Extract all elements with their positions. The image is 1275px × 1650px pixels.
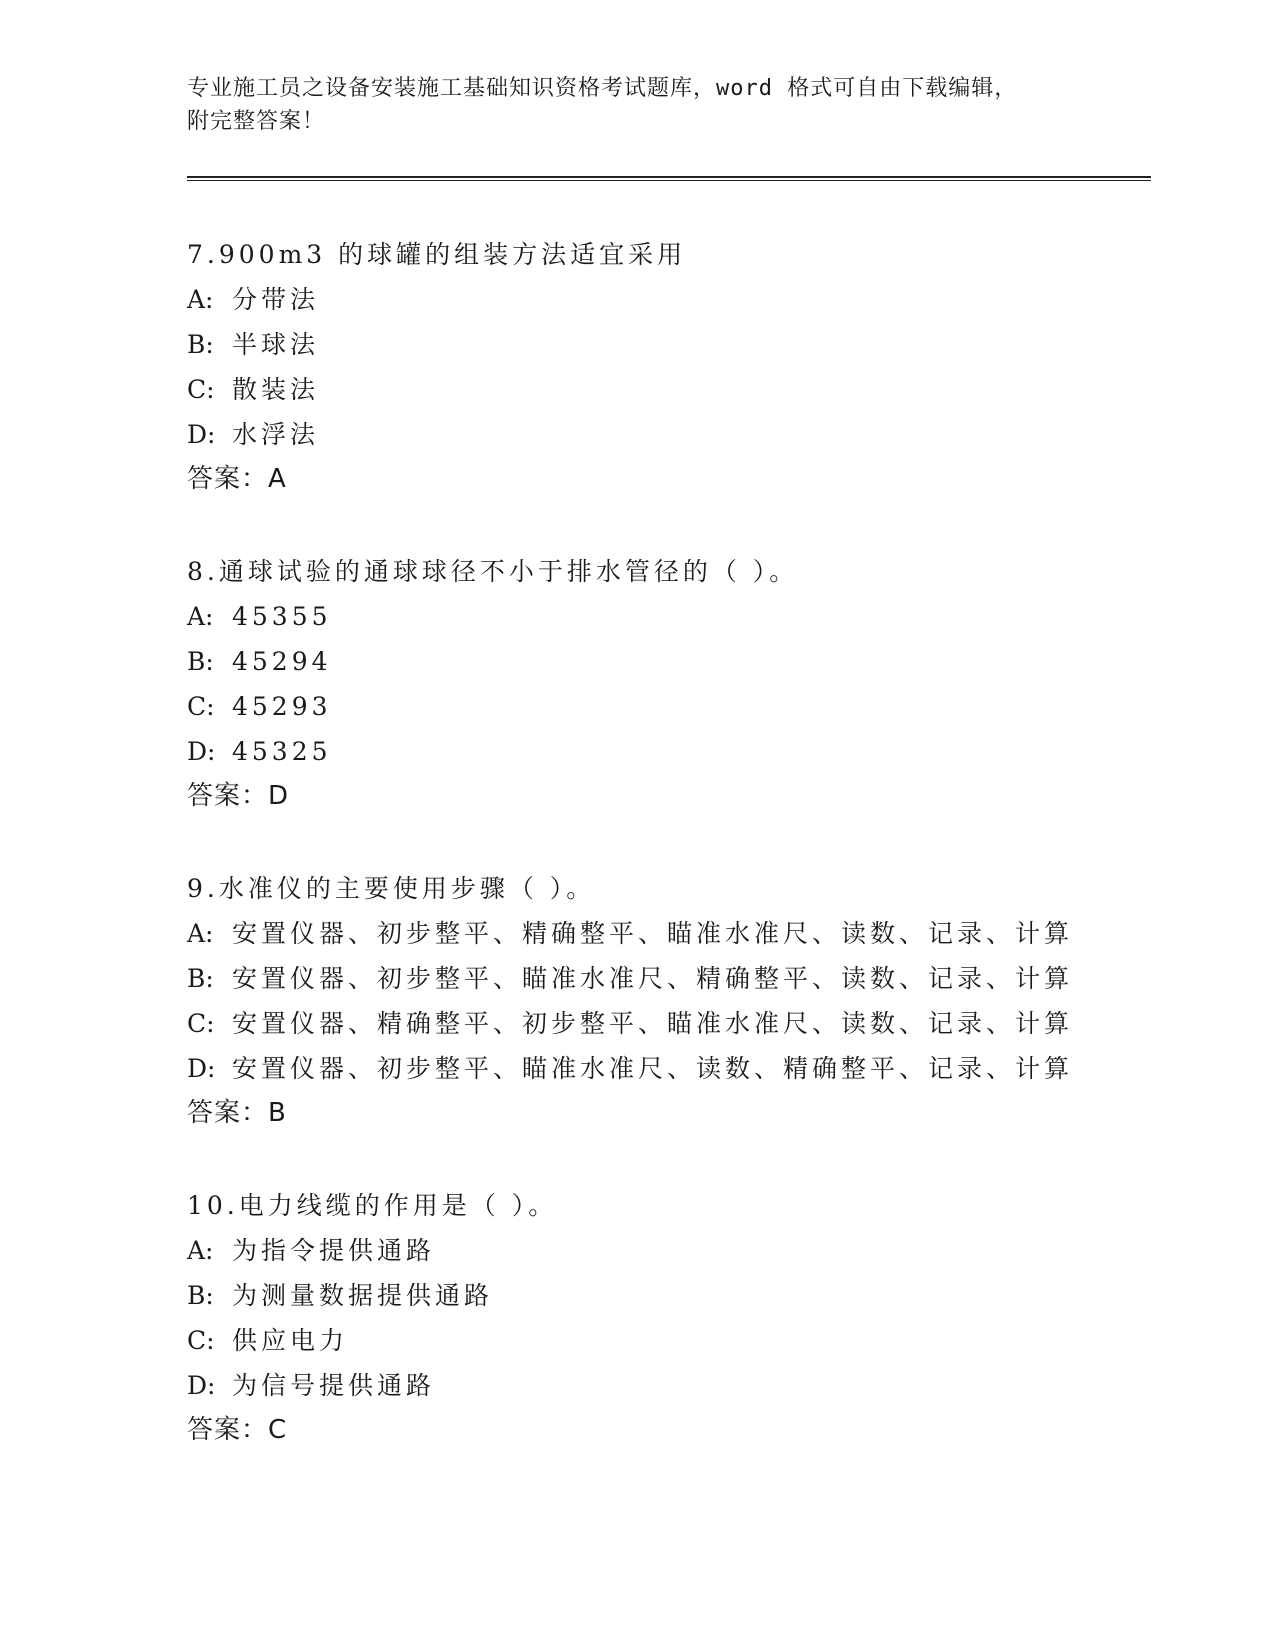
question-7 [187, 232, 1107, 502]
question-9 [187, 866, 1107, 1136]
option-b [187, 639, 1107, 684]
option-letter: C: [187, 692, 215, 721]
option-letter: D: [187, 420, 216, 449]
answer-line: 答案：A [187, 464, 287, 494]
document-header [187, 72, 1087, 138]
option-c [187, 684, 1107, 729]
header-line-2: 附完整答案！ [187, 109, 326, 134]
option-text: 45294 [232, 647, 332, 676]
option-text: 半球法 [232, 330, 320, 359]
option-letter: B: [187, 1281, 214, 1310]
option-letter: C: [187, 1009, 215, 1038]
option-letter: D: [187, 737, 216, 766]
option-text: 45293 [232, 692, 332, 721]
option-b [187, 956, 1107, 1001]
option-text: 45325 [232, 737, 332, 766]
option-a [187, 1228, 1107, 1273]
question-title: 9.水准仪的主要使用步骤（ ）。 [187, 874, 596, 903]
question-8 [187, 549, 1107, 819]
option-letter: B: [187, 647, 214, 676]
option-text: 安置仪器、初步整平、精确整平、瞄准水准尺、读数、记录、计算 [232, 919, 1074, 948]
question-title: 7.900m3 的球罐的组装方法适宜采用 [187, 240, 687, 269]
header-divider [187, 176, 1151, 181]
option-b [187, 322, 1107, 367]
option-text: 45355 [232, 602, 332, 631]
option-text: 为信号提供通路 [232, 1371, 436, 1400]
option-letter: B: [187, 330, 214, 359]
answer-line: 答案：D [187, 781, 290, 811]
answer-line: 答案：B [187, 1098, 287, 1128]
option-letter: C: [187, 375, 215, 404]
option-d [187, 1046, 1107, 1091]
option-text: 安置仪器、精确整平、初步整平、瞄准水准尺、读数、记录、计算 [232, 1009, 1074, 1038]
option-letter: D: [187, 1371, 216, 1400]
option-letter: A: [187, 1236, 214, 1265]
question-title: 10.电力线缆的作用是（ ）。 [187, 1191, 558, 1220]
option-a [187, 277, 1107, 322]
option-letter: A: [187, 285, 214, 314]
option-text: 供应电力 [232, 1326, 349, 1355]
option-text: 水浮法 [232, 420, 320, 449]
option-letter: B: [187, 964, 214, 993]
option-d [187, 412, 1107, 457]
option-text: 散装法 [232, 375, 320, 404]
option-c [187, 1318, 1107, 1363]
answer-line: 答案：C [187, 1415, 288, 1445]
question-title: 8.通球试验的通球球径不小于排水管径的（ ）。 [187, 557, 799, 586]
question-10 [187, 1183, 1107, 1453]
header-line-1: 专业施工员之设备安装施工基础知识资格考试题库，word 格式可自由下载编辑， [187, 76, 1018, 101]
option-letter: A: [187, 919, 214, 948]
option-text: 为指令提供通路 [232, 1236, 436, 1265]
option-text: 分带法 [232, 285, 320, 314]
option-b [187, 1273, 1107, 1318]
option-text: 安置仪器、初步整平、瞄准水准尺、读数、精确整平、记录、计算 [232, 1054, 1074, 1083]
option-text: 安置仪器、初步整平、瞄准水准尺、精确整平、读数、记录、计算 [232, 964, 1074, 993]
option-letter: C: [187, 1326, 215, 1355]
option-letter: D: [187, 1054, 216, 1083]
option-a [187, 911, 1107, 956]
option-d [187, 1363, 1107, 1408]
option-c [187, 367, 1107, 412]
option-c [187, 1001, 1107, 1046]
option-text: 为测量数据提供通路 [232, 1281, 494, 1310]
option-letter: A: [187, 602, 214, 631]
option-d [187, 729, 1107, 774]
option-a [187, 594, 1107, 639]
